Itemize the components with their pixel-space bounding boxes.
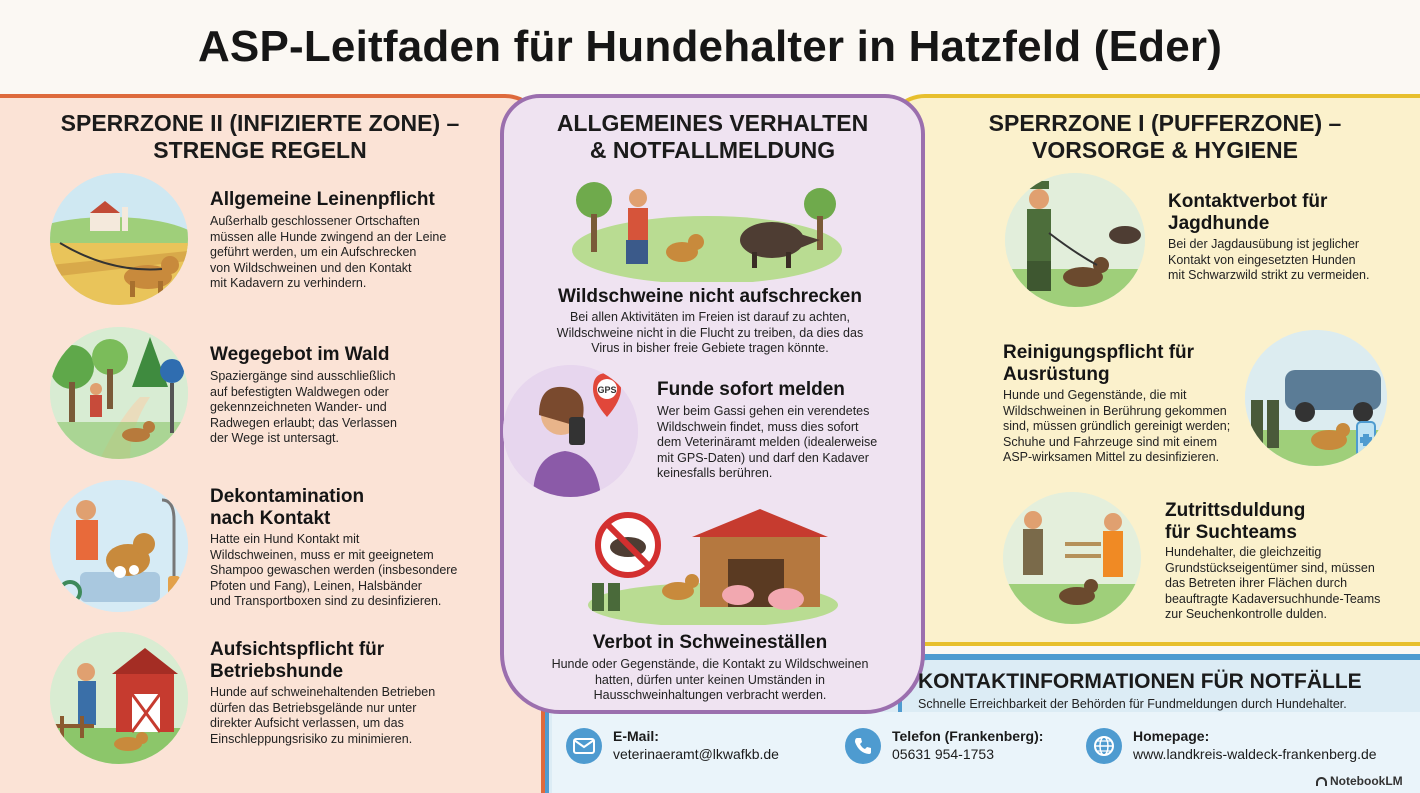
sperrzone-i-heading xyxy=(925,110,1405,164)
text-line: Einschleppungsrisiko zu minimieren. xyxy=(210,731,413,746)
hunter-dog-illustration xyxy=(1005,173,1145,307)
text-line: Radwegen erlaubt; das Verlassen xyxy=(210,415,397,430)
title-line: Jagdhunde xyxy=(1168,213,1270,234)
text-line: Pfoten und Fang), Leinen, Halsbänder xyxy=(210,578,422,593)
brand-logo xyxy=(1316,774,1403,788)
text-line: beauftragte Kadaversuchhunde-Teams xyxy=(1165,591,1381,606)
text-line: mit GPS-Daten) und darf den Kadaver xyxy=(657,450,869,465)
text-line: Wildschweinen, muss er mit geeignetem xyxy=(210,547,434,562)
title-line: Ausrüstung xyxy=(1003,364,1110,385)
heading-line: VORSORGE & HYGIENE xyxy=(1032,137,1298,163)
item-text xyxy=(210,214,510,292)
text-line: dürfen das Betriebsgelände nur unter xyxy=(210,700,417,715)
title-line: für Suchteams xyxy=(1165,522,1297,543)
title-line: Dekontamination xyxy=(210,486,365,507)
text-line: zur Seuchenkontrolle dulden. xyxy=(1165,607,1327,621)
text-line: Wildschwein findet, muss dies sofort xyxy=(657,419,859,434)
item-title: Allgemeine Leinenpflicht xyxy=(210,189,435,210)
item-text xyxy=(520,657,900,704)
text-line: Bei der Jagdausübung ist jeglicher xyxy=(1168,237,1360,251)
contact-subheading: Schnelle Erreichbarkeit der Behörden für Fundmeldungen durch Hundehalter. xyxy=(918,697,1347,711)
dog-wash-illustration xyxy=(50,480,188,612)
email-icon xyxy=(566,728,602,764)
title-line: Betriebshunde xyxy=(210,661,344,682)
text-line: Hunde und Gegenstände, die mit xyxy=(1003,388,1187,402)
notebooklm-icon xyxy=(1316,777,1327,786)
text-line: von Wildschweinen und den Kontakt xyxy=(210,260,412,275)
general-behavior-heading xyxy=(520,110,905,164)
globe-icon xyxy=(1086,728,1122,764)
search-team-illustration xyxy=(1003,492,1141,624)
homepage-label: Homepage: xyxy=(1133,728,1210,744)
item-text xyxy=(210,369,510,447)
text-line: Virus in bisher freie Gebiete tragen könnte. xyxy=(591,341,829,355)
text-line: Spaziergänge sind ausschließlich xyxy=(210,369,396,383)
page-title: ASP-Leitfaden für Hundehalter in Hatzfeld (Eder) xyxy=(197,22,1223,71)
sperrzone-ii-heading xyxy=(20,110,500,164)
heading-line: STRENGE REGELN xyxy=(153,137,367,163)
item-title xyxy=(210,486,364,530)
leash-dog-illustration xyxy=(50,173,188,305)
text-line: Shampoo gewaschen werden (insbesondere xyxy=(210,563,458,577)
phone-report-illustration xyxy=(503,365,638,497)
text-line: mit Kadavern zu verhindern. xyxy=(210,276,367,290)
heading-line: ALLGEMEINES VERHALTEN xyxy=(556,110,869,136)
text-line: ASP-wirksamen Mittel zu desinfizieren. xyxy=(1003,450,1220,464)
text-line: geführt werden, um ein Aufschrecken xyxy=(210,245,417,259)
item-text xyxy=(210,532,510,610)
text-line: Wildschweinen in Berührung gekommen xyxy=(1003,403,1227,418)
farm-barn-illustration xyxy=(50,632,188,764)
text-line: Grundstückseigentümer sind, müssen xyxy=(1165,560,1375,575)
brand-name: NotebookLM xyxy=(1330,774,1403,788)
item-title xyxy=(1168,191,1327,235)
phone-icon xyxy=(845,728,881,764)
item-text xyxy=(520,310,900,357)
title-line: Zutrittsduldung xyxy=(1165,500,1306,521)
title-line: nach Kontakt xyxy=(210,508,331,529)
text-line: sind, müssen gründlich gereinigt werden; xyxy=(1003,419,1231,433)
text-line: das Betreten ihrer Flächen durch xyxy=(1165,576,1348,590)
email-label: E-Mail: xyxy=(613,728,659,744)
text-line: hatten, dürfen unter keinen Umständen in xyxy=(594,672,825,687)
text-line: Hundehalter, die gleichzeitig xyxy=(1165,545,1322,559)
text-line: Schuhe und Fahrzeuge sind mit einem xyxy=(1003,434,1218,449)
phone-label: Telefon (Frankenberg): xyxy=(892,728,1044,744)
text-line: der Wege ist untersagt. xyxy=(210,431,340,445)
gps-pin-label: GPS xyxy=(597,385,617,395)
text-line: gekennzeichneten Wander- und xyxy=(210,400,387,414)
title-line: Reinigungspflicht für xyxy=(1003,342,1195,363)
heading-line: SPERRZONE I (PUFFERZONE) – xyxy=(988,110,1342,136)
phone-link[interactable]: 05631 954-1753 xyxy=(892,746,994,762)
item-title: Wegegebot im Wald xyxy=(210,344,390,365)
text-line: Kontakt von eingesetzten Hunden xyxy=(1168,252,1356,267)
wild-boar-scene-illustration xyxy=(572,170,842,282)
homepage-link[interactable]: www.landkreis-waldeck-frankenberg.de xyxy=(1133,746,1377,762)
item-text xyxy=(657,404,897,482)
title-line: Aufsichtspflicht für xyxy=(210,639,385,660)
text-line: und Transportboxen sind zu desinfizieren. xyxy=(210,594,442,608)
text-line: keinesfalls berühren. xyxy=(657,466,773,480)
text-line: Bei allen Aktivitäten im Freien ist darauf zu achten, xyxy=(569,310,850,324)
title-line: Kontaktverbot für xyxy=(1168,191,1328,212)
item-text xyxy=(1168,237,1413,284)
cleaning-gear-illustration xyxy=(1245,330,1387,466)
item-title: Funde sofort melden xyxy=(657,379,845,400)
text-line: Außerhalb geschlossener Ortschaften xyxy=(210,214,420,228)
item-title xyxy=(1003,342,1194,386)
text-line: Hunde auf schweinehaltenden Betrieben xyxy=(210,685,436,699)
contact-heading: KONTAKTINFORMATIONEN FÜR NOTFÄLLE xyxy=(918,670,1362,693)
text-line: mit Schwarzwild strikt zu vermeiden. xyxy=(1168,268,1370,282)
text-line: Hausschweinhaltungen verbracht werden. xyxy=(593,688,827,702)
forest-path-illustration xyxy=(50,327,188,459)
text-line: müssen alle Hunde zwingend an der Leine xyxy=(210,229,447,244)
item-title xyxy=(1165,500,1305,544)
pigsty-ban-illustration xyxy=(588,505,838,625)
text-line: Hatte ein Hund Kontakt mit xyxy=(210,532,360,546)
text-line: Wildschweine nicht in die Flucht zu treiben, da dies das xyxy=(556,325,864,340)
heading-line: SPERRZONE II (INFIZIERTE ZONE) – xyxy=(60,110,460,136)
item-text xyxy=(1003,388,1253,466)
text-line: Wer beim Gassi gehen ein verendetes xyxy=(657,404,870,418)
text-line: direkter Aufsicht verlassen, um das xyxy=(210,716,404,730)
item-title xyxy=(210,639,384,683)
email-link[interactable]: veterinaeramt@lkwafkb.de xyxy=(613,746,779,762)
text-line: Hunde oder Gegenstände, die Kontakt zu Wildschweinen xyxy=(551,657,869,671)
item-title: Verbot in Schweineställen xyxy=(592,632,828,653)
text-line: dem Veterinäramt melden (idealerweise xyxy=(657,435,878,449)
item-text xyxy=(1165,545,1410,623)
item-text xyxy=(210,685,510,747)
text-line: auf befestigten Waldwegen oder xyxy=(210,384,389,399)
heading-line: & NOTFALLMELDUNG xyxy=(589,137,836,163)
item-title: Wildschweine nicht aufschrecken xyxy=(558,286,862,307)
